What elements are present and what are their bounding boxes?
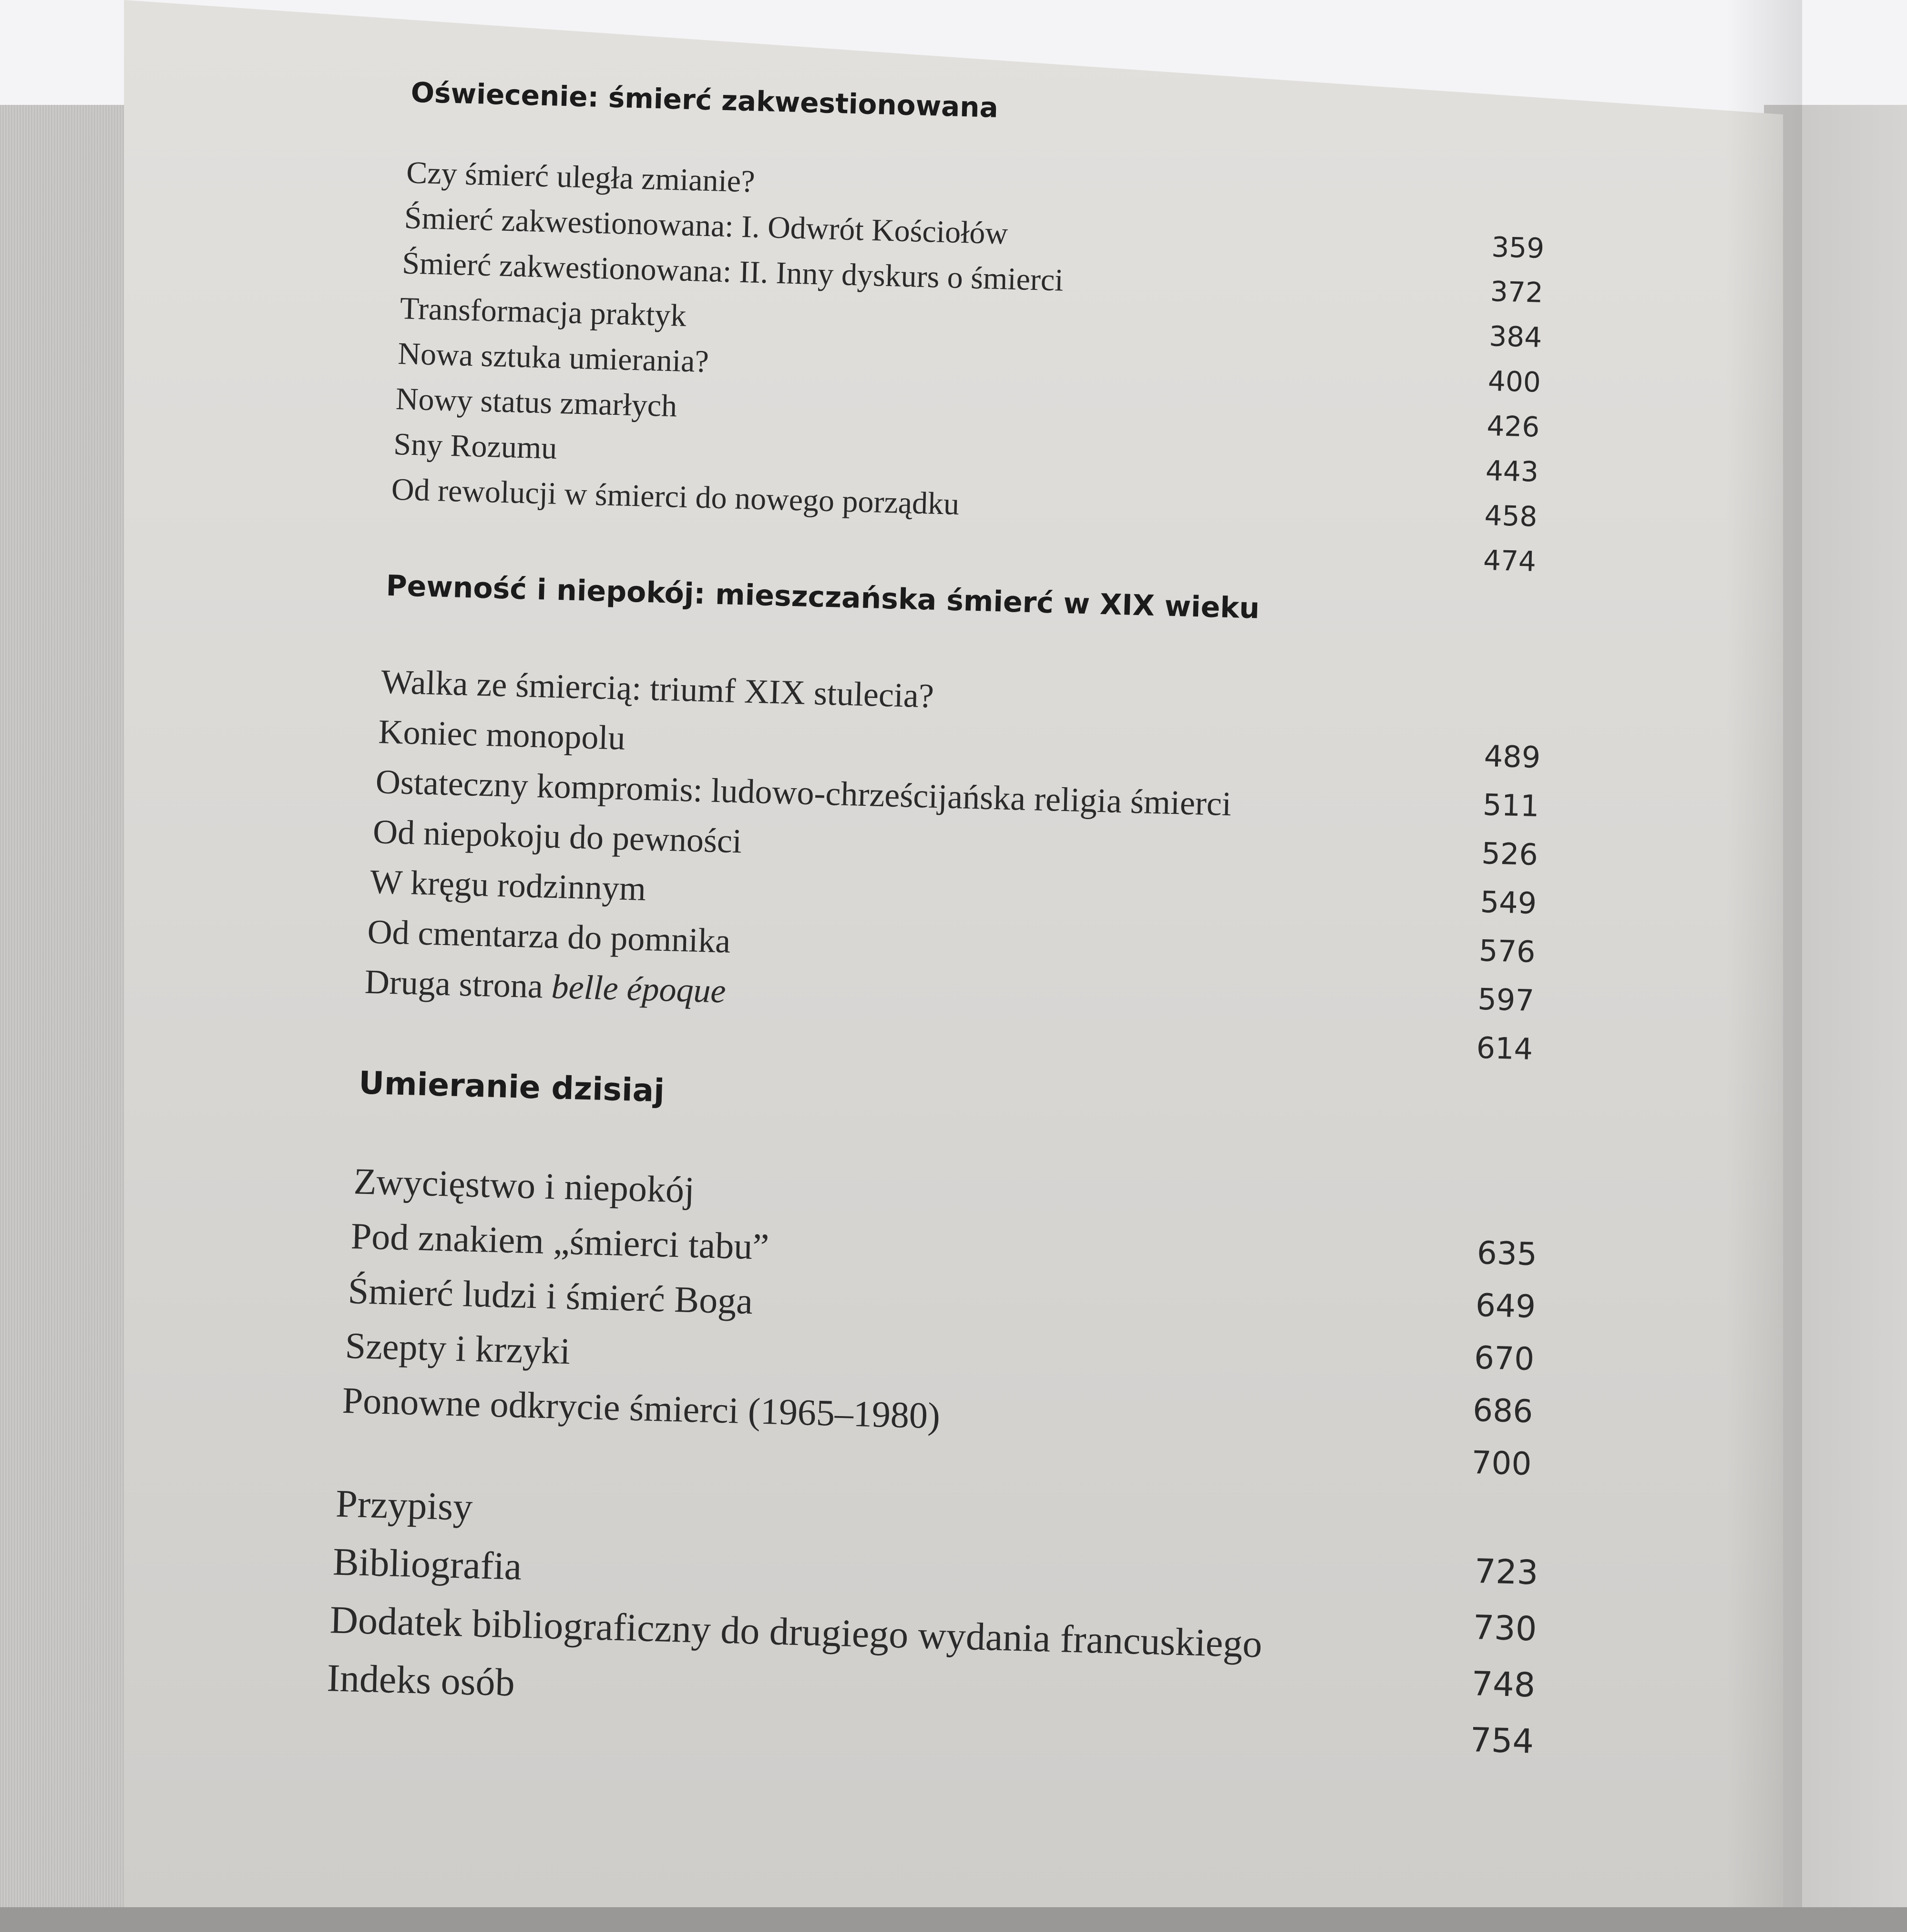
toc-entry-title-italic: belle époque [551,967,727,1010]
toc-entry-title: Transformacja praktyk [400,291,687,333]
toc-entry-title: Od niepokoju do pewności [372,812,742,861]
toc-entry-title: Śmierć ludzi i śmierć Boga [347,1270,754,1322]
toc-entry-page: 443 [1485,454,1539,488]
toc-entry-page: 549 [1479,884,1538,921]
toc-entry-page: 576 [1478,933,1536,969]
toc-entry-title: Pod znakiem „śmierci tabu” [350,1215,770,1268]
toc-entry-page: 372 [1490,275,1544,309]
section-heading: Oświecenie: śmierć zakwestionowana [410,76,999,124]
toc-entry-page: 748 [1471,1664,1536,1705]
toc-entry-page: 474 [1483,544,1537,578]
toc-entry-page: 686 [1472,1391,1534,1430]
toc-entry-title: Czy śmierć uległa zmianie? [406,155,756,199]
toc-entry-title: Od rewolucji w śmierci do nowego porządku [391,472,960,522]
toc-entry-title: Szepty i krzyki [344,1324,571,1372]
toc-entry-title [364,962,727,1011]
section-heading: Umieranie dzisiaj [358,1064,665,1110]
toc-entry-page: 730 [1472,1608,1538,1649]
toc-entry-title: Indeks osób [326,1656,515,1705]
toc-entry-title: Walka ze śmiercią: triumf XIX stulecia? [380,662,934,715]
toc-entry-page: 723 [1474,1552,1539,1593]
toc-entry-title: Sny Rozumu [393,426,558,466]
toc-entry-title: Nowa sztuka umierania? [397,336,709,380]
toc-entry-title: Przypisy [335,1481,473,1529]
toc-entry-page: 384 [1488,319,1543,354]
toc-entry-title: Dodatek bibliograficzny do drugiego wydania francuskiego [329,1598,1263,1666]
toc-entry-page: 359 [1491,231,1545,265]
toc-entry-page: 458 [1484,499,1538,533]
toc-entry-title: Nowy status zmarłych [395,381,678,424]
toc-entry-page: 597 [1477,981,1535,1018]
section-heading: Pewność i niepokój: mieszczańska śmierć w XIX wieku [385,569,1260,626]
toc-entry-title: Zwycięstwo i niepokój [353,1160,695,1211]
toc-entry-page: 426 [1486,409,1540,443]
toc-entry-title: W kręgu rodzinnym [369,862,646,908]
toc-entry-title: Bibliografia [332,1540,523,1588]
toc-entry-page: 526 [1481,835,1538,873]
toc-entry-title: Śmierć zakwestionowana: II. Inny dyskurs o śmierci [401,246,1064,298]
toc-entry-title: Ponowne odkrycie śmierci (1965–1980) [341,1379,941,1437]
toc-entry-page: 489 [1483,739,1541,775]
toc-entry-title: Śmierć zakwestionowana: I. Odwrót Kościołów [404,200,1009,251]
toc-entry-title-main: Druga strona [364,962,552,1006]
toc-entry-page: 700 [1471,1444,1532,1483]
toc-entry-title: Ostateczny kompromis: ludowo-chrześcijańska religia śmierci [375,762,1232,823]
toc-entry-page: 635 [1476,1234,1538,1273]
toc-entry-page: 614 [1476,1030,1534,1067]
toc-entry-page: 400 [1487,364,1541,399]
toc-entry-page: 511 [1482,787,1540,824]
toc-entry-title: Koniec monopolu [378,712,626,757]
toc-entry-page: 649 [1475,1286,1537,1326]
toc-entry-page: 754 [1469,1720,1535,1761]
toc-entry-page: 670 [1474,1339,1535,1378]
toc-entry-title: Od cmentarza do pomnika [367,912,731,960]
